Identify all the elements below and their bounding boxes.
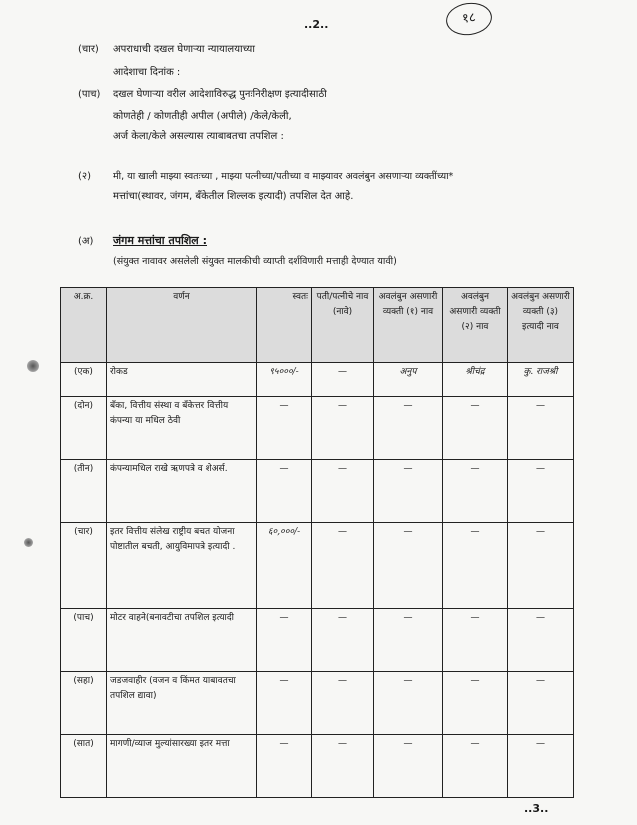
header-dependent-2: अवलंबुन असणारी व्यक्ती (२) नाव [443,288,508,363]
table-row [61,672,574,735]
row-description: इतर वित्तीय संलेख राष्ट्रीय बचत योजना पोष्टातील बचती, आयुविमापत्रे इत्यादी . [107,523,257,609]
section-text: अर्ज केला/केले असल्यास त्याबाबतचा तपशिल : [113,131,284,142]
section-text: मी, या खाली माझ्या स्वतःच्या , माझ्या पत्नीच्या/पतीच्या व माझ्यावर अवलंबुन असणाऱ्या व्यक्तींच्या* [113,171,454,182]
section-heading: जंगम मत्तांचा तपशिल : [113,234,207,247]
row-value-dep1: — [374,609,443,672]
row-value-self: — [257,460,312,523]
section-text: आदेशाचा दिनांक : [113,67,181,78]
row-serial: (चार) [61,523,107,609]
row-description: बँका, वित्तीय संस्था व बँकेत्तर वित्तीय कंपन्या या मधिल ठेवी [107,397,257,460]
row-serial: (एक) [61,363,107,397]
row-value-dep2: — [443,735,508,798]
header-dependent-1: अवलंबुन असणारी व्यक्ती (१) नाव [374,288,443,363]
row-value-spouse: — [312,363,374,397]
row-value-dep2: — [443,397,508,460]
section-marker: (अ) [78,236,94,247]
row-value-spouse: — [312,672,374,735]
punch-hole-icon [24,538,33,547]
row-value-dep2: — [443,460,508,523]
row-value-dep2: श्रीचंद्र [443,363,508,397]
row-description: मागणी/व्याज मुल्यांसारख्या इतर मत्ता [107,735,257,798]
header-spouse: पती/पत्नीचे नाव (नावे) [312,288,374,363]
header-description: वर्णन [107,288,257,363]
row-value-spouse: — [312,523,374,609]
row-value-dep3: — [508,397,574,460]
row-value-dep1: — [374,523,443,609]
header-sr: अ.क्र. [61,288,107,363]
row-serial: (तीन) [61,460,107,523]
row-value-dep3: — [508,735,574,798]
table-row [61,363,574,397]
row-value-spouse: — [312,735,374,798]
row-value-dep1: अनुप [374,363,443,397]
header-dependent-3: अवलंबुन असणारी व्यक्ती (३) इत्यादी नाव [508,288,574,363]
table-row [61,460,574,523]
row-value-self: ६०,०००/- [257,523,312,609]
row-value-dep3: — [508,672,574,735]
row-serial: (सात) [61,735,107,798]
row-value-self: — [257,672,312,735]
row-value-dep3: — [508,609,574,672]
row-serial: (सहा) [61,672,107,735]
row-value-dep1: — [374,672,443,735]
section-marker: (चार) [78,44,99,55]
row-value-spouse: — [312,460,374,523]
row-value-dep3: — [508,523,574,609]
row-value-dep2: — [443,523,508,609]
table-row [61,735,574,798]
section-text: कोणतेही / कोणतीही अपील (अपीले) /केले/केली, [113,111,292,122]
table-row [61,609,574,672]
row-description: जडजवाहीर (वजन व किंमत याबावतचा तपशिल द्यावा) [107,672,257,735]
table-row [61,523,574,609]
row-serial: (दोन) [61,397,107,460]
section-marker: (पाच) [78,89,101,100]
row-value-self: ९५०००/- [257,363,312,397]
page-stamp: १८ [444,0,494,38]
page-number-bottom: ..3.. [524,802,549,815]
section-note: (संयुक्त नावावर असलेली संयुक्त मालकीची व्याप्ती दर्शविणारी मत्ताही देण्यात यावी) [113,256,397,267]
row-value-dep1: — [374,397,443,460]
row-value-self: — [257,397,312,460]
row-description: कंपन्यामधिल राखे ऋणपत्रे व शेअर्स. [107,460,257,523]
row-value-dep3: कु. राजश्री [508,363,574,397]
row-value-spouse: — [312,609,374,672]
row-value-spouse: — [312,397,374,460]
table-row [61,397,574,460]
section-text: अपराधाची दखल घेणाऱ्या न्यायालयाच्या [113,44,255,55]
row-value-dep2: — [443,609,508,672]
row-description: रोकड [107,363,257,397]
header-self: स्वतः [257,288,312,363]
section-marker: (२) [78,171,92,182]
row-value-dep2: — [443,672,508,735]
row-value-dep1: — [374,735,443,798]
movable-assets-table [60,287,574,798]
section-text: दखल घेणाऱ्या वरील आदेशाविरुद्ध पुनःनिरीक्षण इत्यादीसाठी [113,89,327,100]
row-value-dep3: — [508,460,574,523]
row-description: मोटर वाहने(बनावटीचा तपशिल इत्यादी [107,609,257,672]
row-value-dep1: — [374,460,443,523]
section-text: मत्तांचा(स्थावर, जंगम, बँकेतील शिल्लक इत्यादी) तपशिल देत आहे. [113,191,354,202]
row-serial: (पाच) [61,609,107,672]
punch-hole-icon [27,360,39,372]
page-number-top: ..2.. [304,18,329,31]
row-value-self: — [257,735,312,798]
row-value-self: — [257,609,312,672]
